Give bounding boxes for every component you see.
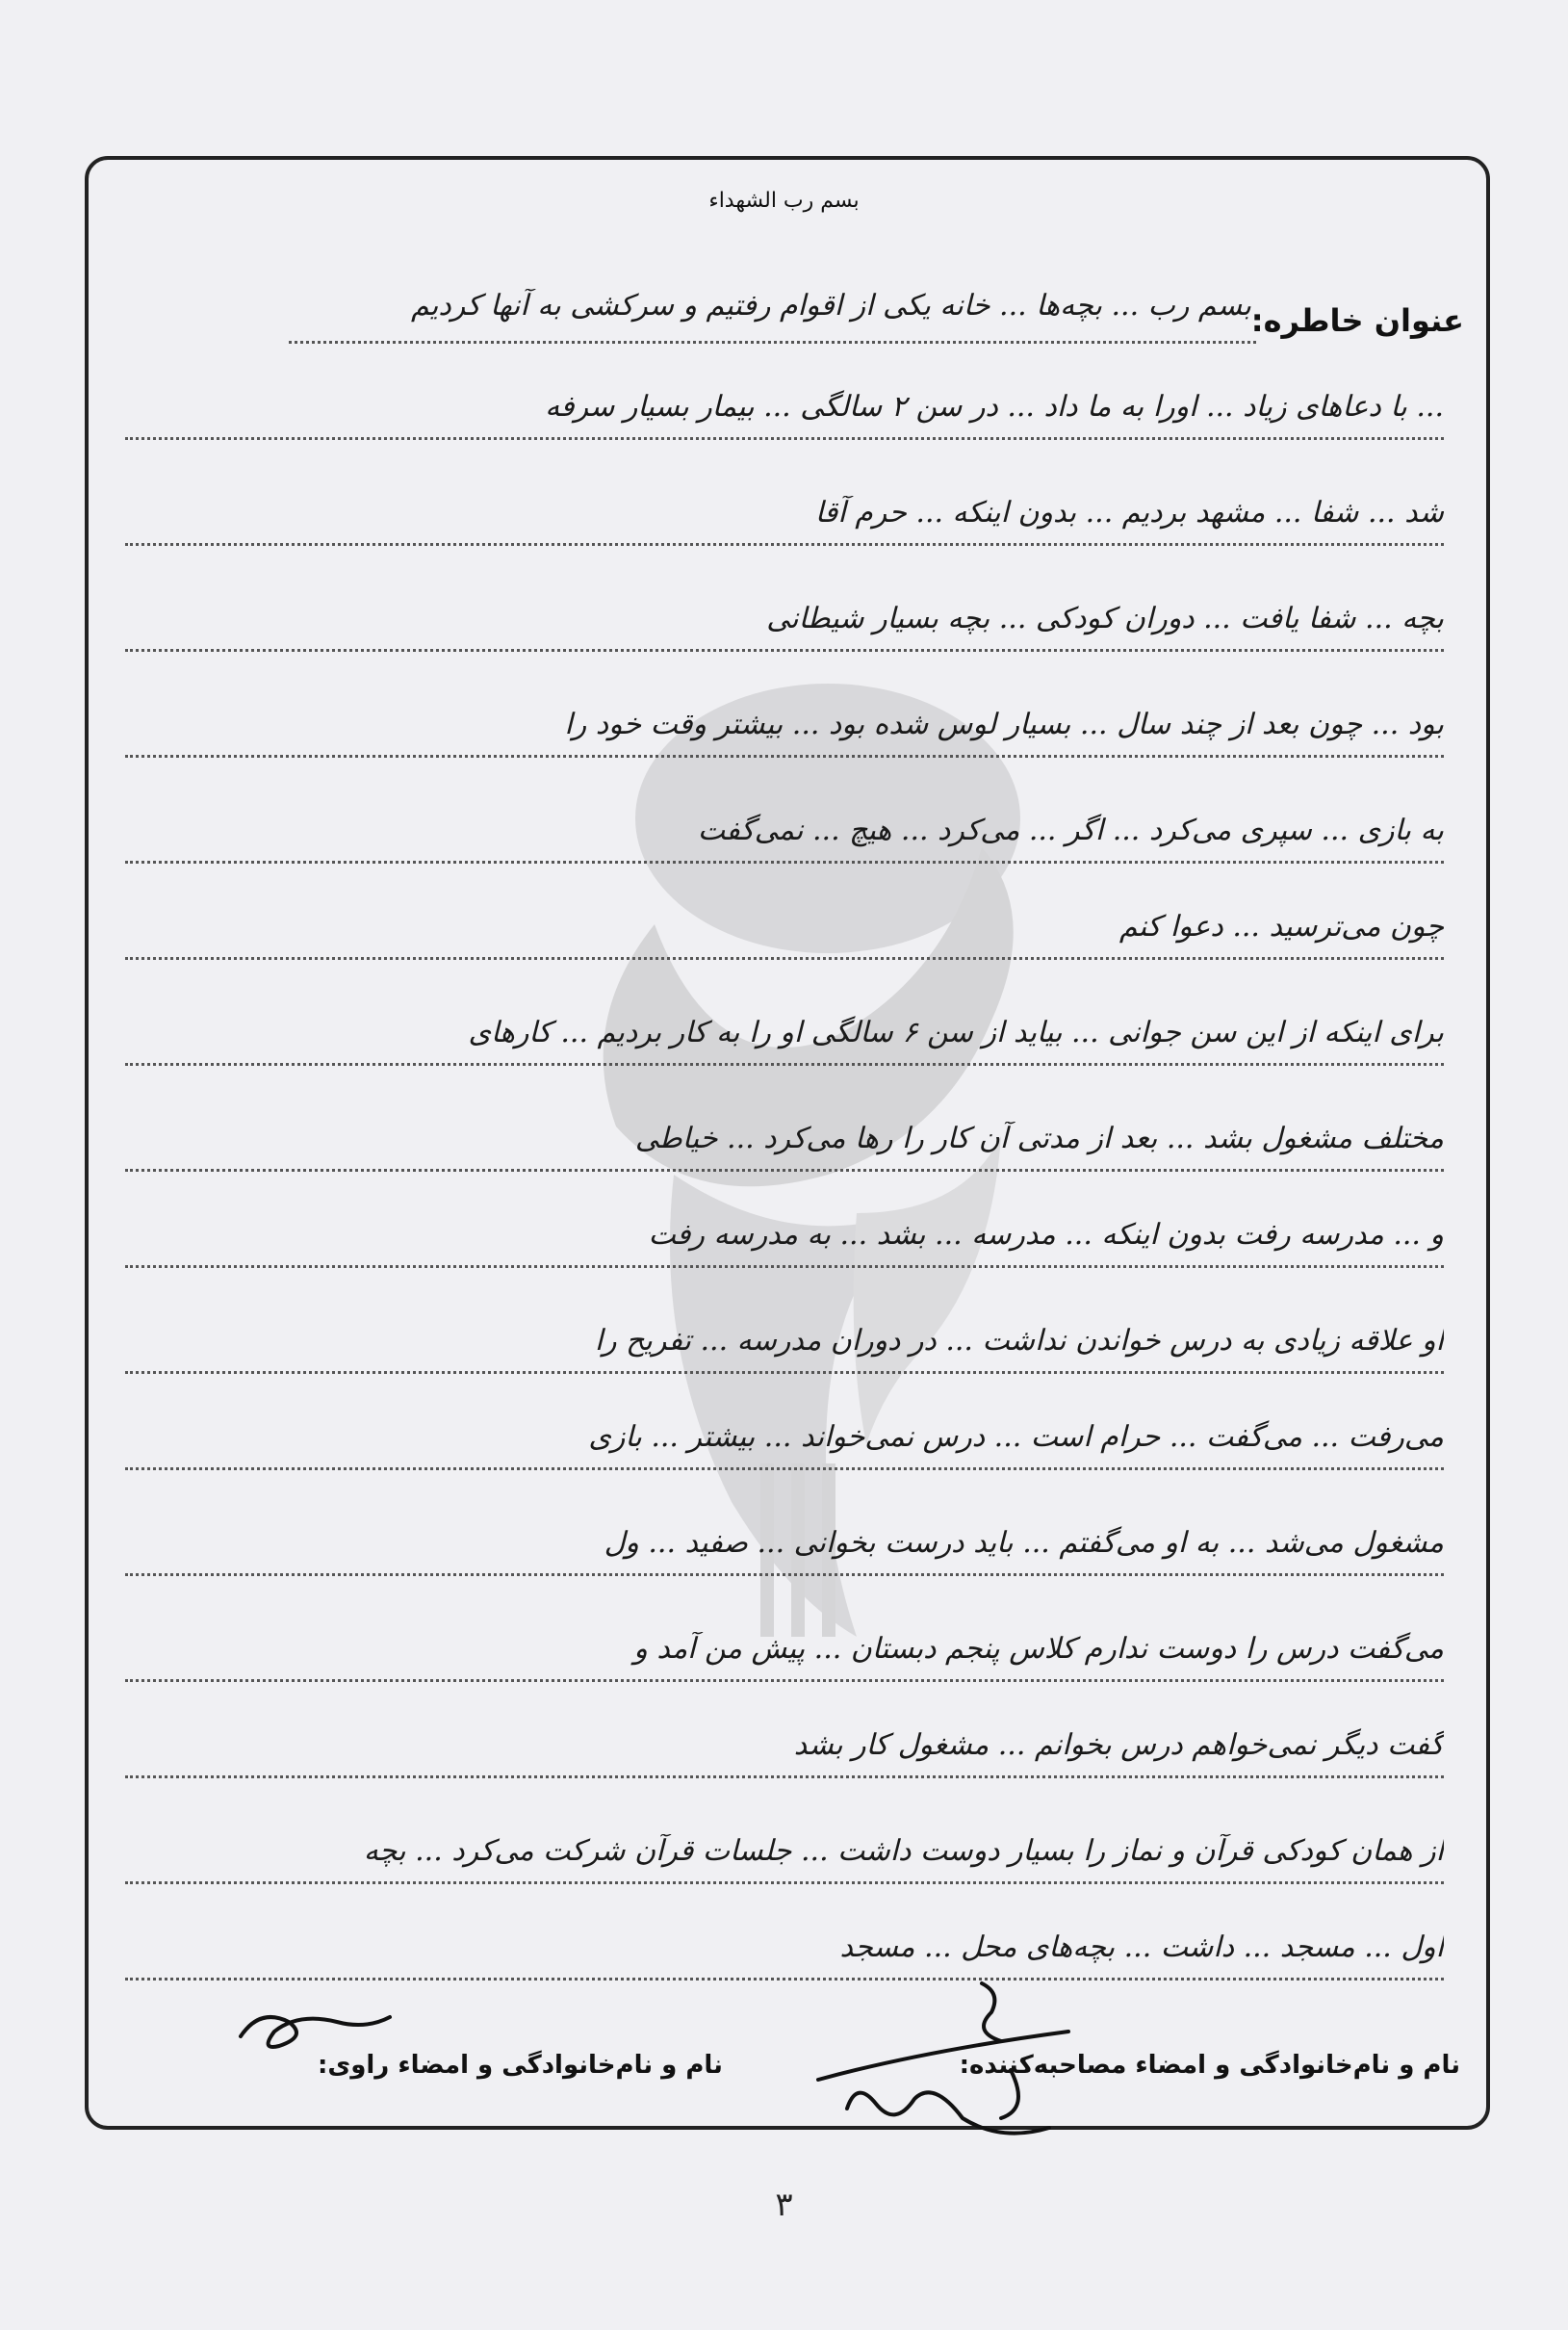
narrative-line-15: گفت دیگر نمی‌خواهم درس بخوانم ... مشغول کار بشد — [793, 1728, 1444, 1762]
narrative-line-12: می‌رفت ... می‌گفت ... حرام است ... درس نمی‌خواند ... بیشتر ... بازی — [588, 1420, 1444, 1454]
ruled-line — [125, 539, 1444, 546]
ruled-line — [125, 1772, 1444, 1778]
narrator-signature-icon — [221, 1993, 414, 2060]
narrative-line-2: ... با دعاهای زیاد ... اورا به ما داد ... در سن ۲ سالگی ... بیمار بسیار سرفه — [545, 390, 1444, 424]
ruled-line — [125, 1261, 1444, 1268]
narrative-line-9: مختلف مشغول بشد ... بعد از مدتی آن کار را رها می‌کرد ... خیاطی — [634, 1122, 1444, 1155]
narrative-line-14: می‌گفت درس را دوست ندارم کلاس پنجم دبستان ... پیش من آمد و — [633, 1632, 1444, 1666]
interviewer-signature-icon — [809, 1974, 1097, 2137]
narrative-line-17: اول ... مسجد ... داشت ... بچه‌های محل ... مسجد — [839, 1930, 1444, 1964]
ruled-line — [125, 953, 1444, 960]
narrative-line-6: به بازی ... سپری می‌کرد ... اگر ... می‌کرد ... هیچ ... نمی‌گفت — [697, 814, 1444, 847]
ruled-line — [125, 1974, 1444, 1980]
narrative-line-3: شد ... شفا ... مشهد بردیم ... بدون اینکه ... حرم آقا — [814, 496, 1444, 530]
ruled-line — [125, 1463, 1444, 1470]
narrative-line-11: او علاقه زیادی به درس خواندن نداشت ... در دوران مدرسه ... تفریح را — [594, 1324, 1444, 1358]
ruled-line — [125, 1059, 1444, 1066]
interviewer-signature-label: نام و نام‌خانوادگی و امضاء مصاحبه‌کننده: — [959, 2051, 1460, 2080]
narrative-line-4: بچه ... شفا یافت ... دوران کودکی ... بچه بسیار شیطانی — [766, 602, 1444, 635]
memory-title-label: عنوان خاطره: — [1250, 302, 1464, 339]
narrative-line-8: برای اینکه از این سن جوانی ... بیاید از سن ۶ سالگی او را به کار بردیم ... کارهای — [468, 1016, 1444, 1049]
narrative-line-1: بسم رب ... بچه‌ها ... خانه یکی از اقوام رفتیم و سرکشی به آنها کردیم — [411, 289, 1251, 323]
ruled-line — [125, 751, 1444, 758]
page-number: ۳ — [775, 2186, 793, 2224]
ruled-line — [125, 857, 1444, 864]
form-header: بسم رب الشهداء — [708, 189, 860, 213]
ruled-line — [125, 1165, 1444, 1172]
narrative-line-7: چون می‌ترسید ... دعوا کنم — [1118, 910, 1444, 944]
ruled-line — [125, 433, 1444, 440]
narrative-line-13: مشغول می‌شد ... به او می‌گفتم ... باید درست بخوانی ... صفید ... ول — [604, 1526, 1444, 1560]
ruled-line — [125, 1675, 1444, 1682]
ruled-line — [289, 337, 1256, 344]
ruled-line — [125, 1569, 1444, 1576]
ruled-line — [125, 1877, 1444, 1884]
narrative-line-16: از همان کودکی قرآن و نماز را بسیار دوست داشت ... جلسات قرآن شرکت می‌کرد ... بچه — [363, 1834, 1444, 1868]
ruled-line — [125, 1367, 1444, 1374]
narrative-line-5: بود ... چون بعد از چند سال ... بسیار لوس شده بود ... بیشتر وقت خود را — [564, 708, 1444, 741]
narrative-line-10: و ... مدرسه رفت بدون اینکه ... مدرسه ... بشد ... به مدرسه رفت — [648, 1218, 1444, 1252]
ruled-line — [125, 645, 1444, 652]
narrator-signature-label: نام و نام‌خانوادگی و امضاء راوی: — [318, 2051, 723, 2080]
